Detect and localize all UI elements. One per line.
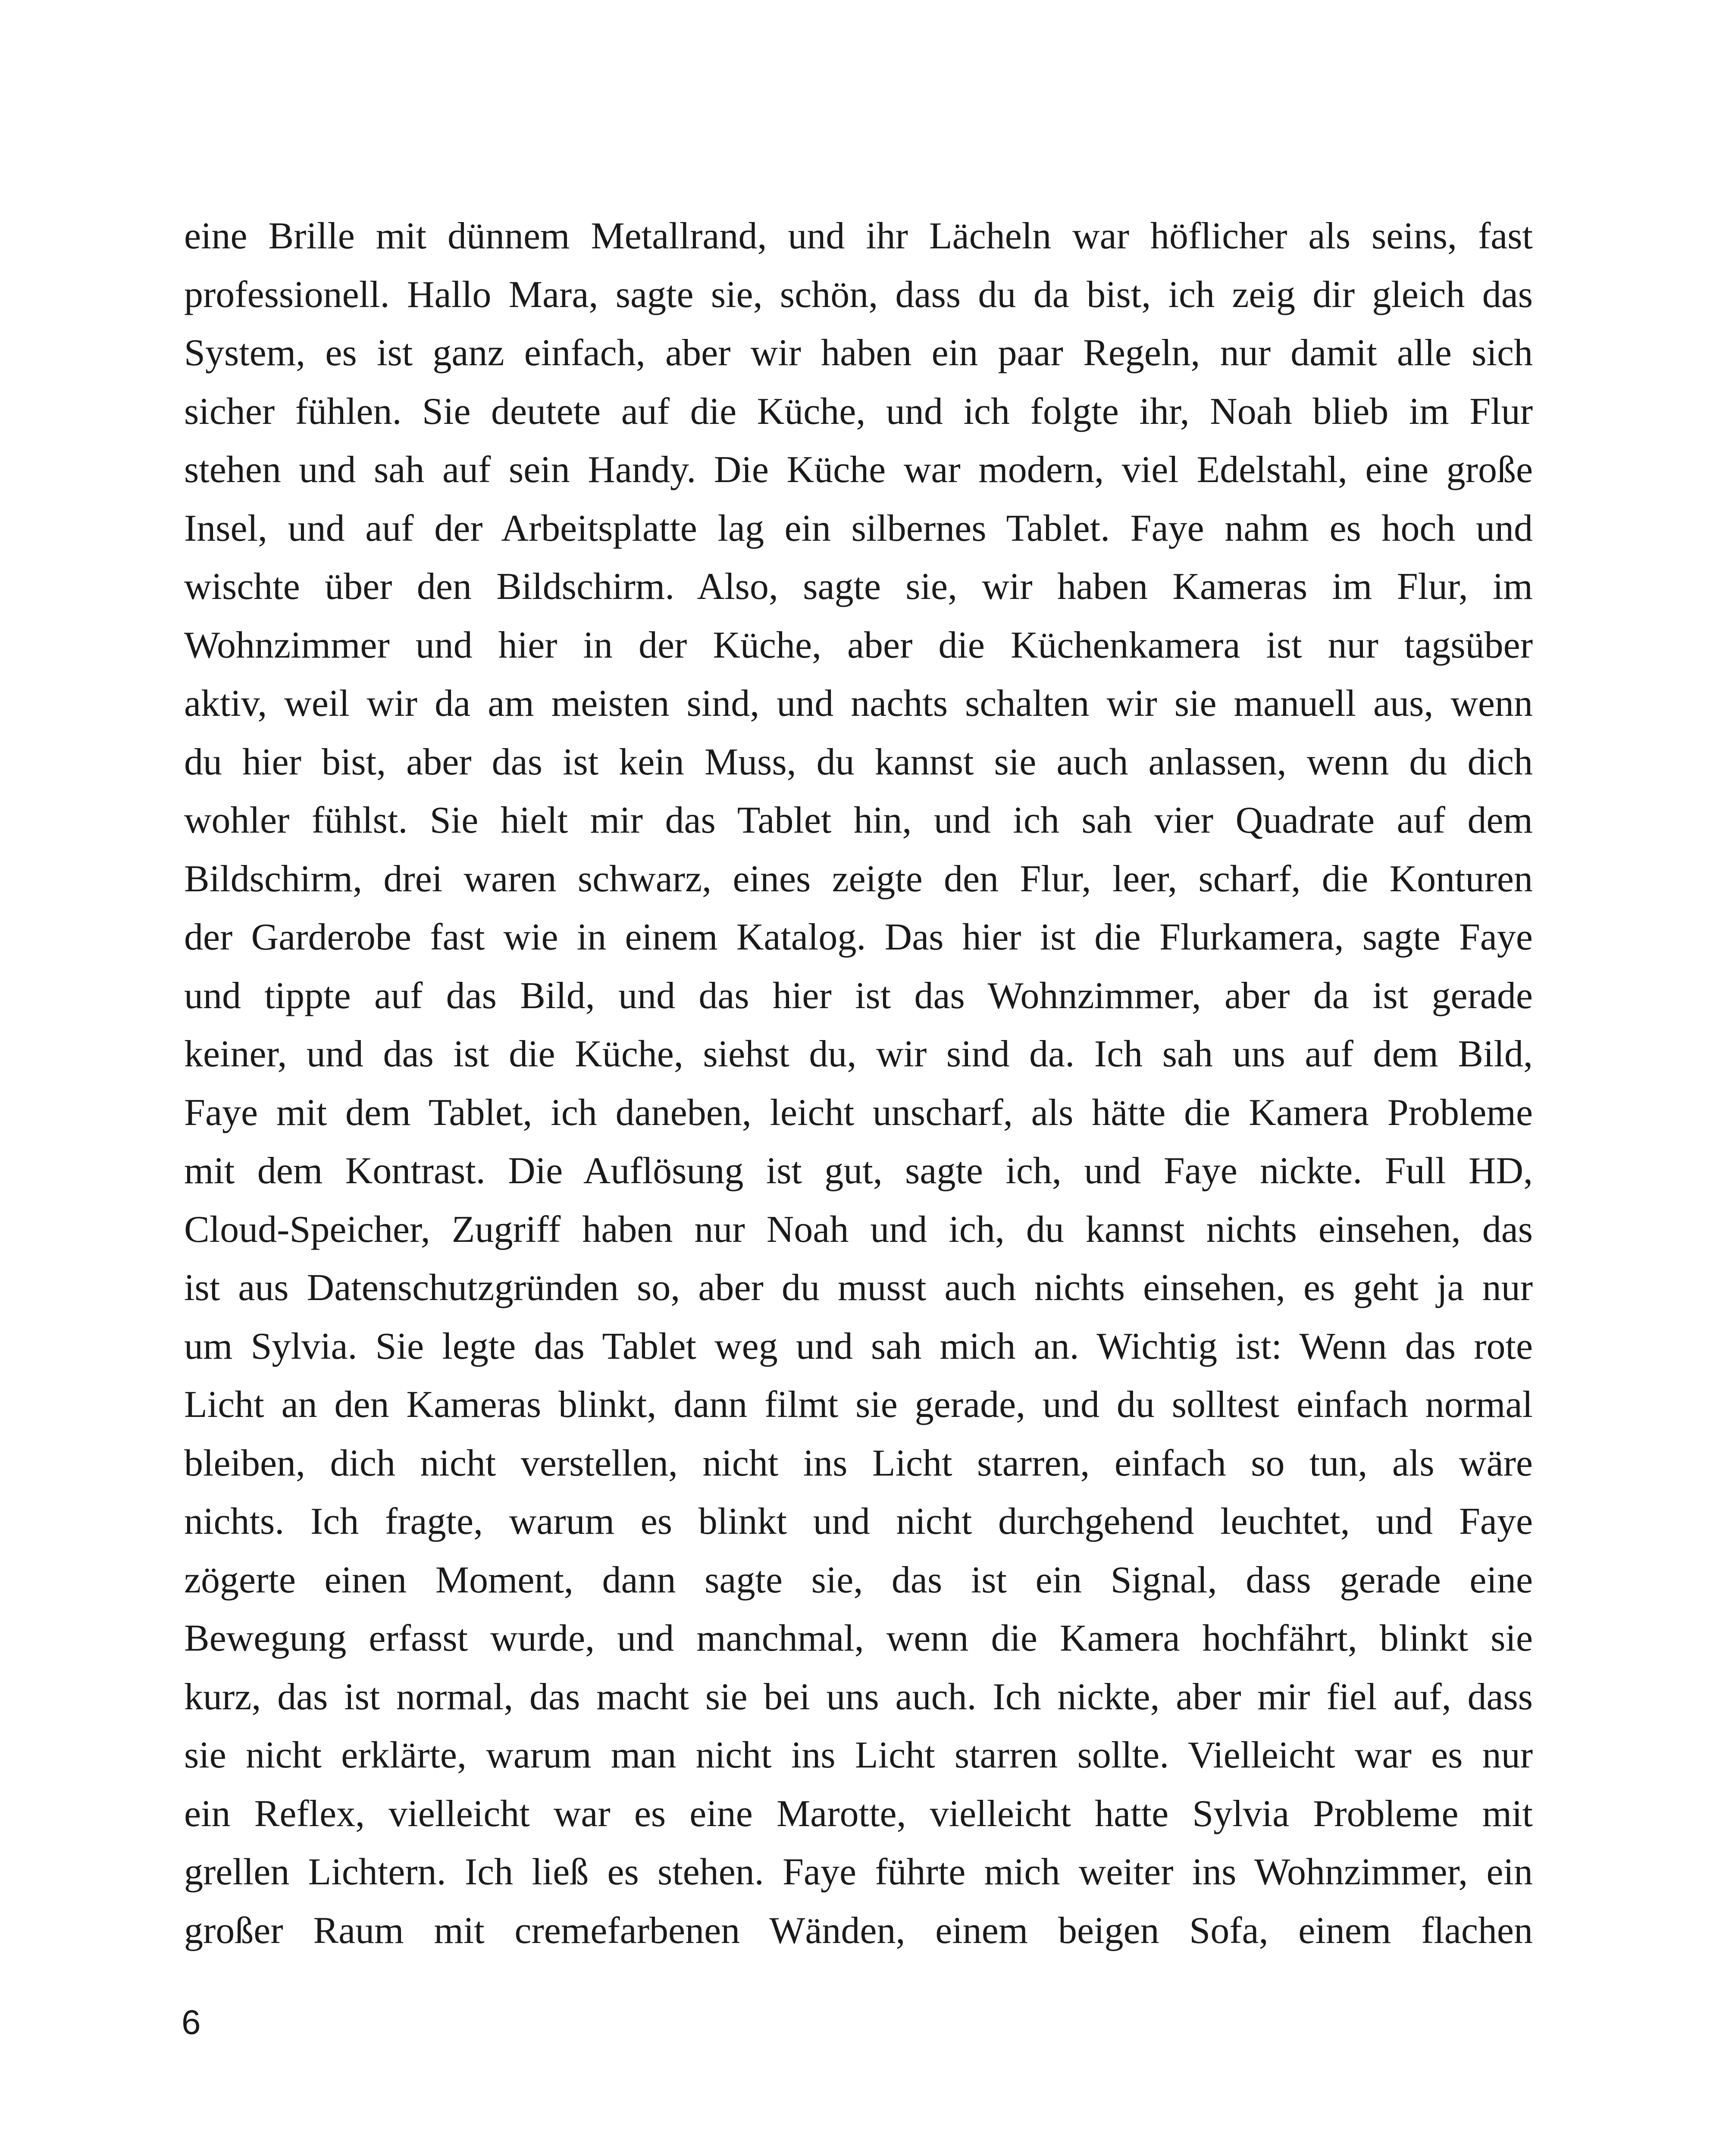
text-line: der Garderobe fast wie in einem Katalog. Das hier ist die Flurkamera, sagte Faye	[184, 916, 1533, 958]
text-line: Bildschirm, drei waren schwarz, eines zeigte den Flur, leer, scharf, die Konturen	[184, 858, 1533, 900]
text-line: eine Brille mit dünnem Metallrand, und ihr Lächeln war höflicher als seins, fast	[184, 215, 1533, 257]
text-line: großer Raum mit cremefarbenen Wänden, einem beigen Sofa, einem flachen	[184, 1909, 1533, 1952]
text-line: ein Reflex, vielleicht war es eine Marotte, vielleicht hatte Sylvia Probleme mit	[184, 1792, 1533, 1835]
text-line: nichts. Ich fragte, warum es blinkt und nicht durchgehend leuchtet, und Faye	[184, 1501, 1533, 1542]
text-line: bleiben, dich nicht verstellen, nicht ins Licht starren, einfach so tun, als wäre	[184, 1442, 1533, 1484]
text-line: wischte über den Bildschirm. Also, sagte sie, wir haben Kameras im Flur, im	[184, 566, 1533, 608]
text-line: Insel, und auf der Arbeitsplatte lag ein silbernes Tablet. Faye nahm es hoch und	[184, 507, 1533, 549]
text-line: wohler fühlst. Sie hielt mir das Tablet hin, und ich sah vier Quadrate auf dem	[184, 799, 1533, 841]
text-line: aktiv, weil wir da am meisten sind, und nachts schalten wir sie manuell aus, wenn	[184, 683, 1533, 724]
text-line: Licht an den Kameras blinkt, dann filmt sie gerade, und du solltest einfach normal	[184, 1384, 1533, 1426]
text-line: Bewegung erfasst wurde, und manchmal, wenn die Kamera hochfährt, blinkt sie	[184, 1617, 1533, 1659]
text-line: grellen Lichtern. Ich ließ es stehen. Faye führte mich weiter ins Wohnzimmer, ein	[184, 1851, 1533, 1893]
text-line: du hier bist, aber das ist kein Muss, du kannst sie auch anlassen, wenn du dich	[184, 741, 1533, 783]
text-line: und tippte auf das Bild, und das hier ist das Wohnzimmer, aber da ist gerade	[184, 975, 1533, 1017]
text-line: kurz, das ist normal, das macht sie bei uns auch. Ich nickte, aber mir fiel auf, dass	[184, 1676, 1533, 1718]
text-line: mit dem Kontrast. Die Auflösung ist gut, sagte ich, und Faye nickte. Full HD,	[184, 1150, 1533, 1192]
body-text	[184, 207, 1533, 1960]
text-line: sie nicht erklärte, warum man nicht ins Licht starren sollte. Vielleicht war es nur	[184, 1734, 1533, 1776]
text-line: System, es ist ganz einfach, aber wir haben ein paar Regeln, nur damit alle sich	[184, 332, 1533, 374]
text-line: zögerte einen Moment, dann sagte sie, das ist ein Signal, dass gerade eine	[184, 1559, 1533, 1601]
text-line: ist aus Datenschutzgründen so, aber du musst auch nichts einsehen, es geht ja nur	[184, 1267, 1533, 1309]
text-line: Wohnzimmer und hier in der Küche, aber die Küchenkamera ist nur tagsüber	[184, 624, 1533, 666]
text-line: Cloud-Speicher, Zugriff haben nur Noah und ich, du kannst nichts einsehen, das	[184, 1208, 1533, 1250]
text-line: keiner, und das ist die Küche, siehst du, wir sind da. Ich sah uns auf dem Bild,	[184, 1033, 1533, 1075]
text-line: professionell. Hallo Mara, sagte sie, schön, dass du da bist, ich zeig dir gleich das	[184, 273, 1533, 316]
text-line: um Sylvia. Sie legte das Tablet weg und sah mich an. Wichtig ist: Wenn das rote	[184, 1325, 1533, 1367]
page-number: 6	[182, 2003, 201, 2041]
text-line: Faye mit dem Tablet, ich daneben, leicht unscharf, als hätte die Kamera Probleme	[184, 1091, 1533, 1134]
text-line: sicher fühlen. Sie deutete auf die Küche, und ich folgte ihr, Noah blieb im Flur	[184, 390, 1533, 432]
text-line: stehen und sah auf sein Handy. Die Küche war modern, viel Edelstahl, eine große	[184, 449, 1533, 491]
